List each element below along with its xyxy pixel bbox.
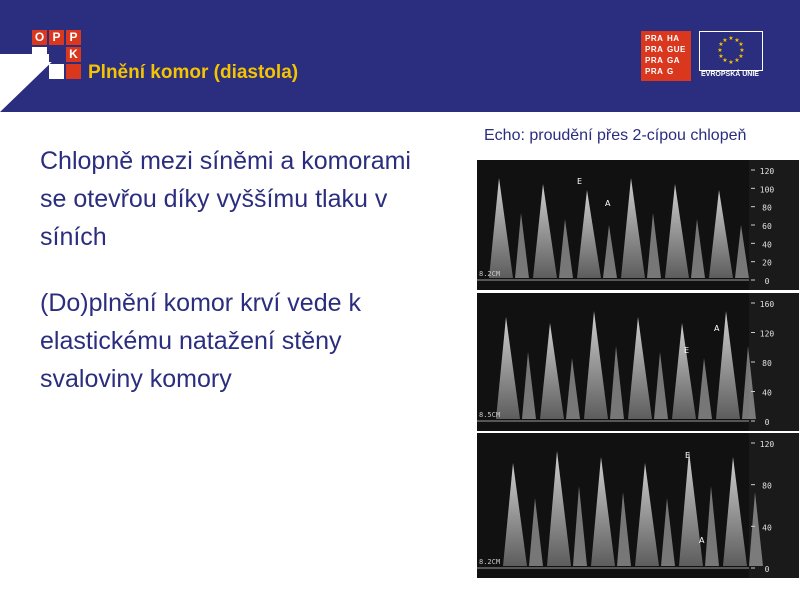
praha-logo-text: GA bbox=[667, 56, 680, 65]
scale-label: 100 bbox=[759, 185, 775, 195]
echo-doppler-image bbox=[477, 160, 799, 580]
oppk-logo bbox=[32, 30, 82, 80]
scale-label: 120 bbox=[759, 329, 775, 339]
marker-label: A bbox=[605, 199, 611, 208]
oppk-logo-blank bbox=[49, 64, 64, 79]
scale-label: 160 bbox=[759, 300, 775, 309]
praha-logo-text: PRA bbox=[645, 67, 664, 76]
svg-text:★: ★ bbox=[718, 53, 724, 60]
scale-label: 120 bbox=[759, 167, 775, 176]
scale-label: 20 bbox=[762, 258, 772, 268]
depth-label: 8.5CM bbox=[479, 411, 501, 419]
page-title: Plnění komor (diastola) bbox=[88, 62, 299, 83]
scale-label: 40 bbox=[762, 240, 772, 250]
marker-label: E bbox=[685, 451, 691, 460]
scale-label: 120 bbox=[759, 440, 775, 449]
eu-flag-icon bbox=[699, 31, 763, 71]
svg-text:★: ★ bbox=[722, 37, 728, 44]
depth-label: 8.2CM bbox=[479, 270, 501, 278]
marker-label: A bbox=[699, 536, 705, 545]
echo-panel bbox=[477, 433, 799, 578]
bullet-list bbox=[40, 142, 440, 426]
figure-caption: Echo: proudění přes 2-cípou chlopeň bbox=[484, 127, 747, 144]
svg-text:★: ★ bbox=[728, 59, 734, 66]
scale-label: 0 bbox=[764, 277, 770, 286]
echo-panel bbox=[477, 160, 799, 290]
marker-label: E bbox=[577, 177, 583, 186]
svg-text:★: ★ bbox=[718, 41, 724, 48]
marker-label: A bbox=[714, 324, 720, 333]
oppk-logo-letter: O bbox=[32, 30, 47, 45]
eu-logo bbox=[696, 31, 764, 81]
bullet-item: (Do)plnění komor krví vede k elastickému natažení stěny svaloviny komory bbox=[40, 289, 361, 393]
scale-label: 80 bbox=[762, 203, 772, 213]
oppk-logo-letter: K bbox=[66, 47, 81, 62]
oppk-logo-blank bbox=[66, 64, 81, 79]
svg-text:★: ★ bbox=[738, 53, 744, 60]
praha-logo-text: PRA bbox=[645, 45, 664, 54]
scale-label: 80 bbox=[762, 359, 772, 368]
scale-label: 80 bbox=[762, 481, 772, 491]
svg-text:★: ★ bbox=[734, 37, 740, 44]
praha-logo bbox=[641, 31, 691, 81]
praha-logo-text: PRA bbox=[645, 56, 664, 65]
scale-label: 0 bbox=[764, 418, 770, 427]
depth-label: 8.2CM bbox=[479, 558, 501, 566]
svg-text:★: ★ bbox=[717, 47, 723, 54]
header-bar bbox=[0, 0, 800, 112]
svg-text:★: ★ bbox=[739, 47, 745, 54]
scale-label: 40 bbox=[762, 388, 772, 398]
scale-label: 40 bbox=[762, 523, 772, 533]
svg-text:★: ★ bbox=[738, 41, 744, 48]
svg-text:★: ★ bbox=[728, 35, 734, 42]
scale-label: 60 bbox=[762, 222, 772, 231]
praha-logo-text: PRA bbox=[645, 34, 664, 43]
praha-logo-text: GUE bbox=[667, 45, 686, 54]
scale-label: 0 bbox=[764, 565, 770, 574]
marker-label: E bbox=[684, 346, 690, 355]
oppk-logo-letter: P bbox=[66, 30, 81, 45]
svg-text:★: ★ bbox=[722, 57, 728, 64]
eu-logo-label: EVROPSKÁ UNIE bbox=[701, 71, 759, 78]
praha-logo-text: HA bbox=[667, 34, 680, 43]
svg-text:★: ★ bbox=[734, 57, 740, 64]
bullet-item: Chlopně mezi síněmi a komorami se otevřou díky vyššímu tlaku v síních bbox=[40, 147, 411, 251]
oppk-logo-blank bbox=[49, 47, 64, 62]
praha-logo-text: G bbox=[667, 67, 674, 76]
echo-panel bbox=[477, 293, 799, 431]
oppk-logo-letter: P bbox=[49, 30, 64, 45]
oppk-logo-blank bbox=[32, 47, 47, 62]
